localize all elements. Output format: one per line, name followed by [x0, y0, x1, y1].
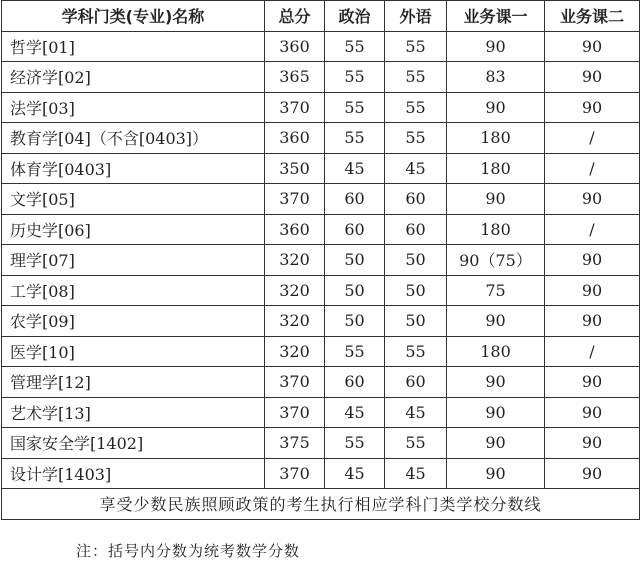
table-row: [2, 458, 640, 489]
header-row: [2, 1, 640, 32]
language-cell: 45: [385, 458, 447, 489]
language-cell: 55: [385, 123, 447, 154]
subject-one-cell: 90（75）: [447, 245, 545, 276]
category-cell: 经济学[02]: [2, 62, 265, 93]
category-cell: 教育学[04]（不含[0403]）: [2, 123, 265, 154]
language-cell: 50: [385, 275, 447, 306]
total-cell: 360: [265, 214, 325, 245]
politics-cell: 55: [325, 123, 385, 154]
subject-one-cell: 180: [447, 123, 545, 154]
subject-one-cell: 90: [447, 458, 545, 489]
table-row: [2, 214, 640, 245]
subject-one-cell: 90: [447, 92, 545, 123]
table-row: [2, 31, 640, 62]
table-row: [2, 92, 640, 123]
politics-cell: 45: [325, 153, 385, 184]
total-cell: 350: [265, 153, 325, 184]
subject-two-cell: 90: [545, 397, 640, 428]
subject-two-cell: 90: [545, 367, 640, 398]
score-table: [1, 0, 640, 520]
politics-cell: 45: [325, 397, 385, 428]
category-cell: 艺术学[13]: [2, 397, 265, 428]
subject-one-cell: 90: [447, 31, 545, 62]
politics-cell: 60: [325, 367, 385, 398]
politics-cell: 55: [325, 92, 385, 123]
category-cell: 管理学[12]: [2, 367, 265, 398]
total-cell: 320: [265, 275, 325, 306]
language-cell: 60: [385, 214, 447, 245]
table-row: [2, 367, 640, 398]
table-row: [2, 306, 640, 337]
language-cell: 60: [385, 184, 447, 215]
language-cell: 50: [385, 245, 447, 276]
politics-cell: 60: [325, 214, 385, 245]
language-cell: 55: [385, 31, 447, 62]
subject-two-cell: /: [545, 336, 640, 367]
total-cell: 320: [265, 306, 325, 337]
subject-two-cell: /: [545, 153, 640, 184]
category-cell: 农学[09]: [2, 306, 265, 337]
subject-one-cell: 90: [447, 306, 545, 337]
language-cell: 55: [385, 336, 447, 367]
subject-one-cell: 75: [447, 275, 545, 306]
total-cell: 370: [265, 184, 325, 215]
category-cell: 体育学[0403]: [2, 153, 265, 184]
total-cell: 370: [265, 92, 325, 123]
table-row: [2, 245, 640, 276]
subject-two-cell: /: [545, 214, 640, 245]
header-total: 总分: [265, 1, 325, 32]
table-row: [2, 123, 640, 154]
table-body: [2, 31, 640, 489]
subject-one-cell: 180: [447, 336, 545, 367]
subject-one-cell: 90: [447, 397, 545, 428]
total-cell: 360: [265, 31, 325, 62]
category-cell: 法学[03]: [2, 92, 265, 123]
table-row: [2, 62, 640, 93]
subject-two-cell: 90: [545, 62, 640, 93]
header-category: 学科门类(专业)名称: [2, 1, 265, 32]
table-row: [2, 428, 640, 459]
total-cell: 320: [265, 245, 325, 276]
language-cell: 45: [385, 397, 447, 428]
category-cell: 工学[08]: [2, 275, 265, 306]
subject-two-cell: 90: [545, 245, 640, 276]
politics-cell: 50: [325, 245, 385, 276]
table-row: [2, 153, 640, 184]
subject-one-cell: 83: [447, 62, 545, 93]
total-cell: 370: [265, 367, 325, 398]
subject-one-cell: 90: [447, 184, 545, 215]
politics-cell: 55: [325, 336, 385, 367]
subject-two-cell: 90: [545, 92, 640, 123]
politics-cell: 55: [325, 31, 385, 62]
subject-two-cell: /: [545, 123, 640, 154]
subject-two-cell: 90: [545, 458, 640, 489]
politics-cell: 50: [325, 275, 385, 306]
header-subject-two: 业务课二: [545, 1, 640, 32]
politics-cell: 60: [325, 184, 385, 215]
total-cell: 375: [265, 428, 325, 459]
politics-cell: 55: [325, 62, 385, 93]
language-cell: 55: [385, 428, 447, 459]
total-cell: 370: [265, 458, 325, 489]
total-cell: 370: [265, 397, 325, 428]
subject-one-cell: 90: [447, 367, 545, 398]
language-cell: 60: [385, 367, 447, 398]
total-cell: 360: [265, 123, 325, 154]
politics-cell: 55: [325, 428, 385, 459]
language-cell: 50: [385, 306, 447, 337]
subject-two-cell: 90: [545, 306, 640, 337]
category-cell: 医学[10]: [2, 336, 265, 367]
subject-one-cell: 180: [447, 214, 545, 245]
category-cell: 设计学[1403]: [2, 458, 265, 489]
category-cell: 历史学[06]: [2, 214, 265, 245]
subject-two-cell: 90: [545, 184, 640, 215]
subject-two-cell: 90: [545, 428, 640, 459]
subject-two-cell: 90: [545, 31, 640, 62]
minority-policy-note: 享受少数民族照顾政策的考生执行相应学科门类学校分数线: [2, 489, 640, 520]
table-row: [2, 336, 640, 367]
category-cell: 国家安全学[1402]: [2, 428, 265, 459]
language-cell: 45: [385, 153, 447, 184]
table-row: [2, 275, 640, 306]
total-cell: 365: [265, 62, 325, 93]
header-politics: 政治: [325, 1, 385, 32]
subject-two-cell: 90: [545, 275, 640, 306]
bracket-note: 注：括号内分数为统考数学分数: [76, 542, 301, 560]
table-row: [2, 184, 640, 215]
category-cell: 哲学[01]: [2, 31, 265, 62]
header-foreign-language: 外语: [385, 1, 447, 32]
footer-row: [2, 489, 640, 520]
language-cell: 55: [385, 62, 447, 93]
header-subject-one: 业务课一: [447, 1, 545, 32]
category-cell: 理学[07]: [2, 245, 265, 276]
politics-cell: 45: [325, 458, 385, 489]
subject-one-cell: 180: [447, 153, 545, 184]
subject-one-cell: 90: [447, 428, 545, 459]
table-row: [2, 397, 640, 428]
politics-cell: 50: [325, 306, 385, 337]
category-cell: 文学[05]: [2, 184, 265, 215]
total-cell: 320: [265, 336, 325, 367]
language-cell: 55: [385, 92, 447, 123]
